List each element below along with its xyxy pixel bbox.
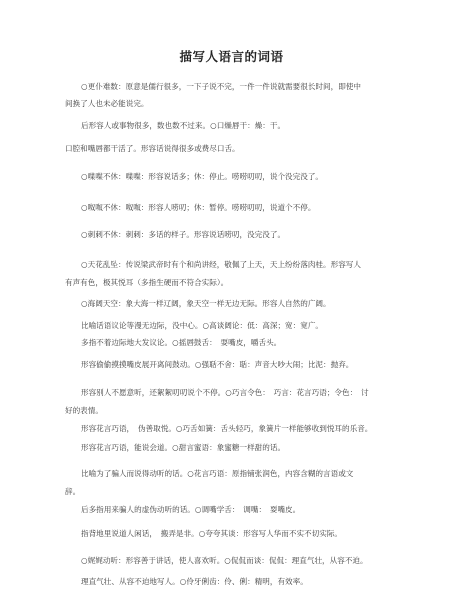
text-line: 比喻话语议论等漫无边际，没中心。○高谈阔论：低：高深；宽：宽广。 (81, 321, 324, 330)
text-line: ○呶呶不休：呶呶：形容人唠叨；休：暂停。唠唠叨叨，说道个不停。 (81, 203, 316, 212)
text-line: ○娓娓动听：形容善于讲话，使人喜欢听。○侃侃而谈：侃侃：理直气壮，从容不迫。 (81, 556, 368, 565)
text-line: 理直气壮、从容不迫地写人。○伶牙俐齿：伶、俐：精明，有效率。 (81, 577, 308, 586)
text-line: 指背地里说道人闲话， 搬弄是非。○夸夸其谈：形容写人华而不实不切实际。 (81, 529, 343, 538)
text-line: ○刺刺不休：刺刺：多话的样子。形容说话唠叨，没完没了。 (81, 230, 286, 239)
text-line: 辞。 (65, 487, 81, 496)
text-line: 形容花言巧语，能说会道。○甜言蜜语：象蜜糖一样甜的话。 (81, 443, 286, 452)
document-title: 描写人语言的词语 (179, 49, 284, 64)
text-line: ○喋喋不休：喋喋：形容说话多；休：停止。唠唠叨叨，说个没完没了。 (81, 172, 324, 181)
text-line: 比喻为了骗人而说得动听的话。○花言巧语：原指铺张润色，内容含糊的言语或文 (81, 469, 354, 478)
text-line: 间换了人也未必能说完。 (65, 99, 149, 108)
text-line: ○天花乱坠：传说梁武帝时有个和尚讲经，敬佩了上天，天上纷纷落肉桂。形容写人 (81, 260, 361, 269)
text-line: 口腔和嘴唇都干活了。形容话说得很多或费尽口舌。 (65, 144, 240, 153)
text-line: 形容花言巧语， 伪善取悦。○巧舌如簧：舌头轻巧，象簧片一样能够收到悦耳的乐音。 (81, 424, 373, 433)
text-line: 形容别人不愿意听，还絮絮叨叨说个不停。○巧言令色： 巧言：花言巧语；令色： 讨 (81, 388, 369, 397)
text-line: ○海阔天空：象大海一样辽阔，象天空一样无边无际。形容人自然的广阔。 (81, 299, 331, 308)
text-line: 有声有色，极其悦耳（多指生硬而不符合实际）。 (65, 278, 229, 287)
text-line: 好的表情。 (65, 406, 103, 415)
text-line: 后多指用来骗人的虚伪动听的话。○调嘴学舌： 调嘴： 耍嘴皮。 (81, 505, 301, 514)
text-line: ○更仆难数：原意是儒行很多，一下子说不完，一件一件说就需要很长时间，即使中 (81, 82, 361, 91)
text-line: 多指不着边际地大发议论。○摇唇鼓舌： 耍嘴皮，嚼舌头。 (81, 338, 282, 347)
text-line: 后形容人或事物很多，数也数不过来。○口燥唇干：燥：干。 (81, 121, 286, 130)
text-line: 形容偷偷摸摸嘴皮展开离间鼓动。○强聒不舍：聒：声音大吵大闹；比泥：抛弃。 (81, 360, 354, 369)
